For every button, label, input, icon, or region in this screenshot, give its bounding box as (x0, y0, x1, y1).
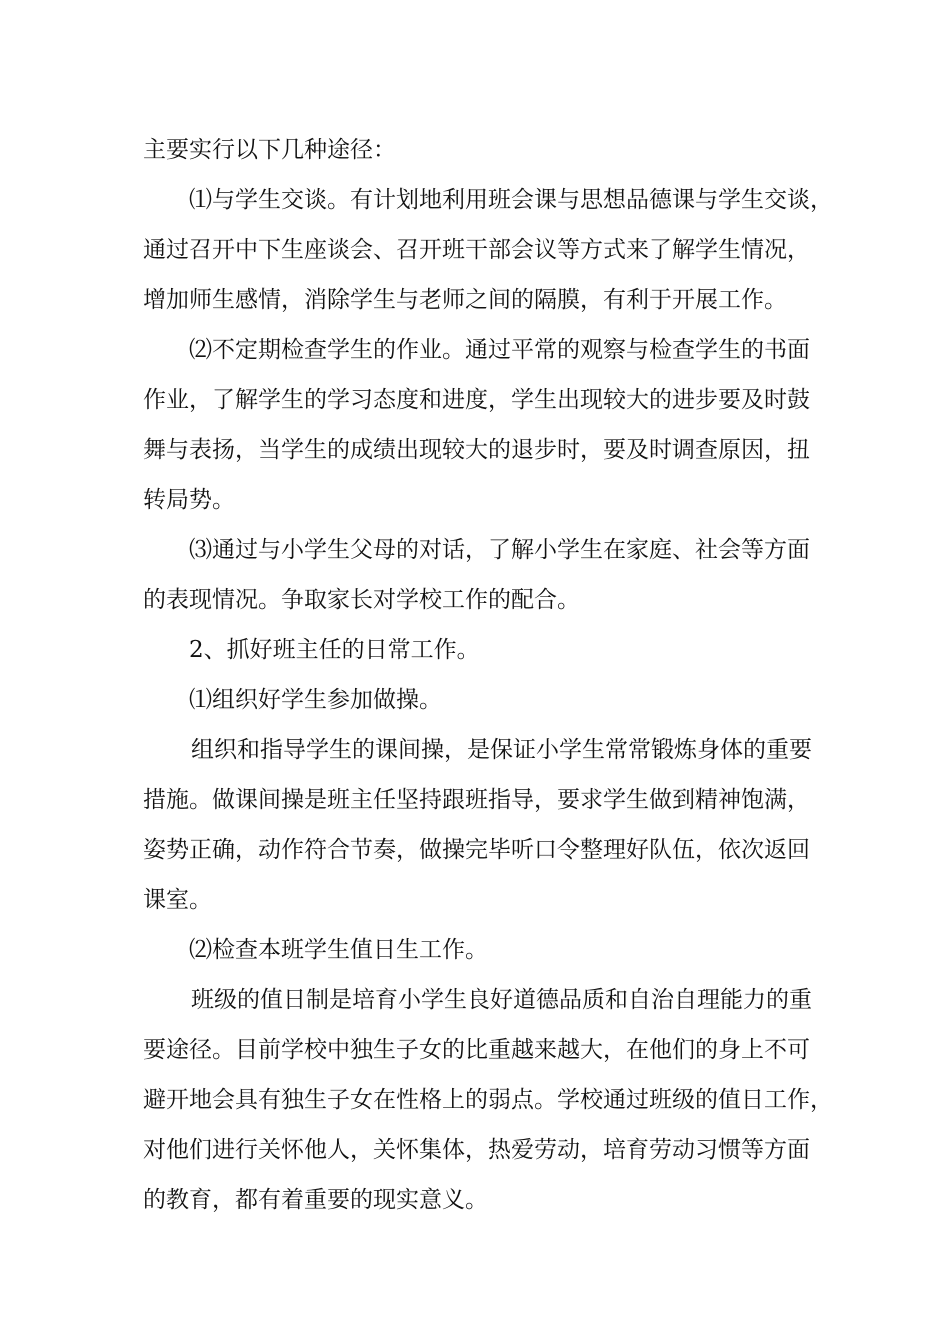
section-heading: 2、抓好班主任的日常工作。 (189, 637, 480, 663)
text-line: 的表现情况。争取家长对学校工作的配合。 (143, 587, 580, 613)
text-line: 舞与表扬，当学生的成绩出现较大的退步时，要及时调查原因，扭 (143, 437, 810, 463)
text-line: 姿势正确，动作符合节奏，做操完毕听口令整理好队伍，依次返回 (143, 837, 810, 863)
text-line: 对他们进行关怀他人，关怀集体，热爱劳动，培育劳动习惯等方面 (143, 1137, 810, 1163)
text-line: 主要实行以下几种途径： (143, 137, 396, 163)
text-line: 班级的值日制是培育小学生良好道德品质和自治自理能力的重 (191, 987, 812, 1013)
text-line: 要途径。目前学校中独生子女的比重越来越大，在他们的身上不可 (143, 1037, 810, 1063)
text-line: 增加师生感情，消除学生与老师之间的隔膜，有利于开展工作。 (143, 287, 787, 313)
text-line: 措施。做课间操是班主任坚持跟班指导，要求学生做到精神饱满， (143, 787, 810, 813)
text-line: 作业，了解学生的学习态度和进度，学生出现较大的进步要及时鼓 (143, 387, 810, 413)
text-line: ⑴组织好学生参加做操。 (189, 687, 442, 713)
text-line: 课室。 (143, 887, 212, 913)
text-line: 通过召开中下生座谈会、召开班干部会议等方式来了解学生情况， (143, 237, 810, 263)
text-line: ⑵检查本班学生值日生工作。 (189, 937, 488, 963)
text-line: 转局势。 (143, 487, 235, 513)
text-line: ⑵不定期检查学生的作业。通过平常的观察与检查学生的书面 (189, 337, 810, 363)
text-line: 组织和指导学生的课间操，是保证小学生常常锻炼身体的重要 (191, 737, 812, 763)
text-line: ⑶通过与小学生父母的对话，了解小学生在家庭、社会等方面 (189, 537, 810, 563)
text-line: 避开地会具有独生子女在性格上的弱点。学校通过班级的值日工作， (143, 1087, 833, 1113)
text-line: 的教育，都有着重要的现实意义。 (143, 1187, 488, 1213)
text-line: ⑴与学生交谈。有计划地利用班会课与思想品德课与学生交谈， (189, 187, 833, 213)
